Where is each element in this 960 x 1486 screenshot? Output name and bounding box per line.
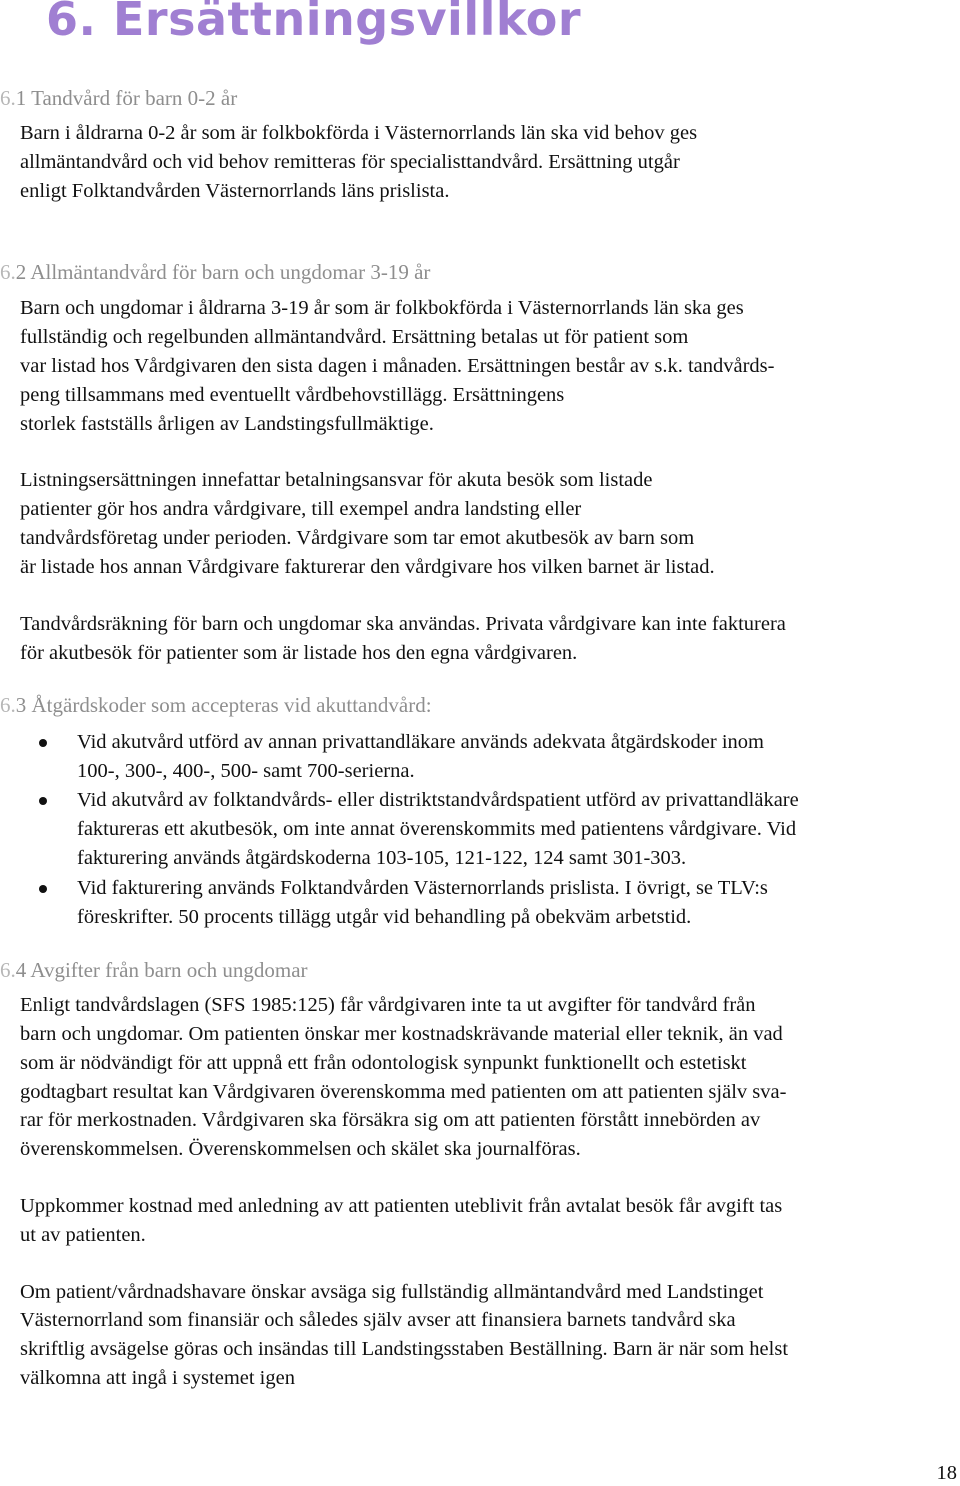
section-heading-text: 2 Allmäntandvård för barn och ungdomar 3-19 år xyxy=(15,260,431,284)
paragraph-line: ut av patienten. xyxy=(20,1224,146,1246)
section-6-4-heading xyxy=(0,958,308,983)
bullet-icon xyxy=(39,739,47,747)
bullet-line: 100-, 300-, 400-, 500- samt 700-serierna. xyxy=(77,760,415,782)
bullet-line: föreskrifter. 50 procents tillägg utgår vid behandling på obekväm arbetstid. xyxy=(77,906,692,928)
bullet-line: Vid akutvård av folktandvårds- eller distriktstandvårdspatient utförd av privattandläkare xyxy=(77,789,799,811)
section-number: 6. xyxy=(0,260,16,284)
paragraph-line: allmäntandvård och vid behov remitteras för specialisttandvård. Ersättning utgår xyxy=(20,151,680,173)
paragraph-line: storlek fastställs årligen av Landstingsfullmäktige. xyxy=(20,413,434,435)
paragraph-line: godtagbart resultat kan Vårdgivaren överenskomma med patienten om att patienten själv sva- xyxy=(20,1081,787,1103)
bullet-icon xyxy=(39,797,47,805)
section-heading-text: 4 Avgifter från barn och ungdomar xyxy=(15,958,308,982)
paragraph-line: är listade hos annan Vårdgivare fakturerar den vårdgivare hos vilken barnet är listad. xyxy=(20,556,715,578)
paragraph-line: enligt Folktandvården Västernorrlands läns prislista. xyxy=(20,180,450,202)
section-6-2-heading xyxy=(0,260,430,285)
paragraph-line: överenskommelsen. Överenskommelsen och skälet ska journalföras. xyxy=(20,1138,581,1160)
section-number: 6. xyxy=(0,693,16,717)
bullet-line: fakturering används åtgärdskoderna 103-105, 121-122, 124 samt 301-303. xyxy=(77,847,687,869)
paragraph-line: välkomna att ingå i systemet igen xyxy=(20,1367,295,1389)
page-number: 18 xyxy=(936,1462,957,1484)
paragraph-line: Enligt tandvårdslagen (SFS 1985:125) får vårdgivaren inte ta ut avgifter för tandvård från xyxy=(20,994,756,1016)
section-number: 6. xyxy=(0,86,16,110)
paragraph-line: var listad hos Vårdgivaren den sista dagen i månaden. Ersättningen består av s.k. tandvårds- xyxy=(20,355,775,377)
paragraph-line: för akutbesök för patienter som är listade hos den egna vårdgivaren. xyxy=(20,642,578,664)
page-title: 6. Ersättningsvillkor xyxy=(46,0,582,46)
section-heading-text: 1 Tandvård för barn 0-2 år xyxy=(15,86,238,110)
section-heading-text: 3 Åtgärdskoder som accepteras vid akuttandvård: xyxy=(15,693,432,717)
paragraph-line: skriftlig avsägelse göras och insändas till Landstingsstaben Beställning. Barn är när som helst xyxy=(20,1338,789,1360)
section-6-3-heading xyxy=(0,693,432,718)
paragraph-line: som är nödvändigt för att uppnå ett från odontologisk synpunkt funktionellt och estetiskt xyxy=(20,1052,747,1074)
paragraph-line: peng tillsammans med eventuellt vårdbehovstillägg. Ersättningens xyxy=(20,384,565,406)
paragraph-line: barn och ungdomar. Om patienten önskar mer kostnadskrävande material eller teknik, än vad xyxy=(20,1023,783,1045)
section-6-1-heading xyxy=(0,86,237,111)
bullet-line: Vid fakturering används Folktandvården Västernorrlands prislista. I övrigt, se TLV:s xyxy=(77,877,768,899)
paragraph-line: rar för merkostnaden. Vårdgivaren ska försäkra sig om att patienten förstått innebörden av xyxy=(20,1109,761,1131)
paragraph-line: tandvårdsföretag under perioden. Vårdgivare som tar emot akutbesök av barn som xyxy=(20,527,695,549)
paragraph-line: Om patient/vårdnadshavare önskar avsäga sig fullständig allmäntandvård med Landstinget xyxy=(20,1281,764,1303)
paragraph-line: Barn i åldrarna 0-2 år som är folkbokförda i Västernorrlands län ska vid behov ges xyxy=(20,122,698,144)
paragraph-line: patienter gör hos andra vårdgivare, till exempel andra landsting eller xyxy=(20,498,582,520)
paragraph-line: Listningsersättningen innefattar betalningsansvar för akuta besök som listade xyxy=(20,469,653,491)
bullet-line: faktureras ett akutbesök, om inte annat överenskommits med patientens vårdgivare. Vid xyxy=(77,818,797,840)
paragraph-line: Uppkommer kostnad med anledning av att patienten uteblivit från avtalat besök får avgift tas xyxy=(20,1195,783,1217)
bullet-icon xyxy=(39,885,47,893)
paragraph-line: Västernorrland som finansiär och således själv avser att finansiera barnets tandvård ska xyxy=(20,1309,736,1331)
paragraph-line: Barn och ungdomar i åldrarna 3-19 år som är folkbokförda i Västernorrlands län ska ges xyxy=(20,297,744,319)
paragraph-line: Tandvårdsräkning för barn och ungdomar ska användas. Privata vårdgivare kan inte fakturera xyxy=(20,613,786,635)
paragraph-line: fullständig och regelbunden allmäntandvård. Ersättning betalas ut för patient som xyxy=(20,326,689,348)
section-number: 6. xyxy=(0,958,16,982)
bullet-line: Vid akutvård utförd av annan privattandläkare används adekvata åtgärdskoder inom xyxy=(77,731,764,753)
